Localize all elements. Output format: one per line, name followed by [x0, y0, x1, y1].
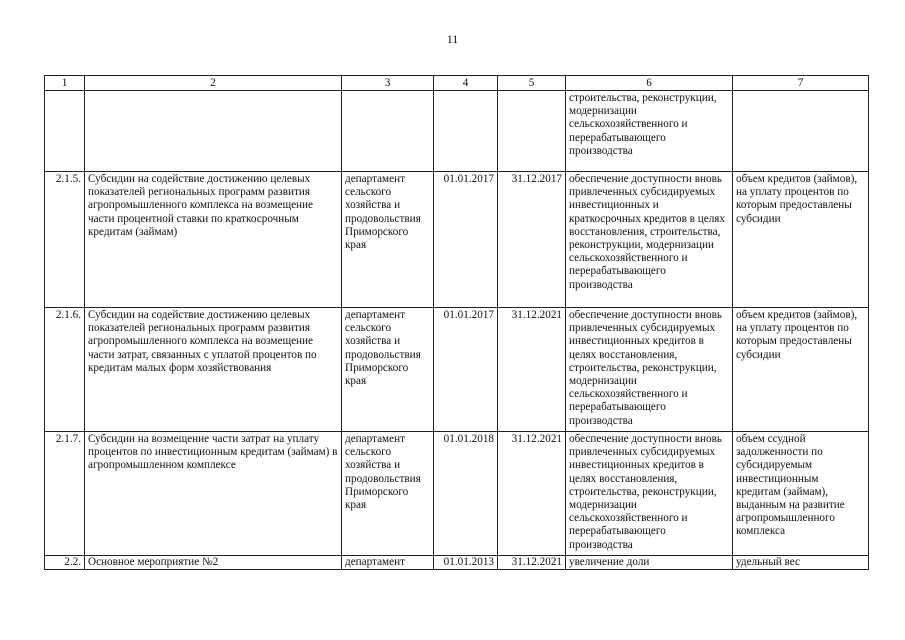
executor [342, 91, 434, 172]
indicator: объем ссудной задолженности по субсидируемым инвестиционным кредитам (займам), выданным на развитие агропромышленного комплекса [733, 432, 869, 556]
expected-result: обеспечение доступности вновь привлеченных субсидируемых инвестиционных кредитов в целях восстановления, строительства, реконструкции, модернизации сельскохозяйственного и перерабатывающего производства [566, 308, 733, 432]
indicator: объем кредитов (займов), на уплату процентов по которым предоставлены субсидии [733, 308, 869, 432]
end-date: 31.12.2021 [498, 432, 566, 556]
column-header: 7 [733, 76, 869, 91]
indicator: объем кредитов (займов), на уплату процентов по которым предоставлены субсидии [733, 172, 869, 308]
column-header: 6 [566, 76, 733, 91]
item-number: 2.1.5. [45, 172, 85, 308]
end-date: 31.12.2021 [498, 308, 566, 432]
activity-name: Субсидии на содействие достижению целевых показателей региональных программ развития агропромышленного комплекса на возмещение части затрат, связанных с уплатой процентов по кредитам малых форм хозяйствования [85, 308, 342, 432]
start-date: 01.01.2013 [434, 556, 498, 570]
item-number [45, 91, 85, 172]
column-header: 5 [498, 76, 566, 91]
header-row [45, 76, 869, 91]
expected-result: увеличение доли [566, 556, 733, 570]
table-row [45, 308, 869, 432]
start-date: 01.01.2018 [434, 432, 498, 556]
indicator: удельный вес [733, 556, 869, 570]
column-header: 4 [434, 76, 498, 91]
indicator [733, 91, 869, 172]
expected-result: обеспечение доступности вновь привлеченных субсидируемых инвестиционных и краткосрочных кредитов в целях восстановления, строительства, реконструкции, модернизации сельскохозяйственного и перерабатывающего производства [566, 172, 733, 308]
activity-name: Основное мероприятие №2 [85, 556, 342, 570]
start-date [434, 91, 498, 172]
expected-result: обеспечение доступности вновь привлеченных субсидируемых инвестиционных кредитов в целях восстановления, строительства, реконструкции, модернизации сельскохозяйственного и перерабатывающего производства [566, 432, 733, 556]
table-row [45, 172, 869, 308]
executor: департамент [342, 556, 434, 570]
column-header: 1 [45, 76, 85, 91]
page-number: 11 [446, 32, 459, 46]
column-header: 3 [342, 76, 434, 91]
expected-result: строительства, реконструкции, модернизации сельскохозяйственного и перерабатывающего производства [566, 91, 733, 172]
column-header: 2 [85, 76, 342, 91]
activity-name: Субсидии на содействие достижению целевых показателей региональных программ развития агропромышленного комплекса на возмещение части процентной ставки по краткосрочным кредитам (займам) [85, 172, 342, 308]
table-row [45, 91, 869, 172]
table-row [45, 556, 869, 570]
executor: департамент сельского хозяйства и продовольствия Приморского края [342, 308, 434, 432]
end-date [498, 91, 566, 172]
activity-name: Субсидии на возмещение части затрат на уплату процентов по инвестиционным кредитам (займам) в агропромышленном комплексе [85, 432, 342, 556]
item-number: 2.1.7. [45, 432, 85, 556]
end-date: 31.12.2017 [498, 172, 566, 308]
executor: департамент сельского хозяйства и продовольствия Приморского края [342, 432, 434, 556]
end-date: 31.12.2021 [498, 556, 566, 570]
start-date: 01.01.2017 [434, 172, 498, 308]
program-activities-table [44, 75, 869, 570]
start-date: 01.01.2017 [434, 308, 498, 432]
table-row [45, 432, 869, 556]
activity-name [85, 91, 342, 172]
item-number: 2.2. [45, 556, 85, 570]
item-number: 2.1.6. [45, 308, 85, 432]
executor: департамент сельского хозяйства и продовольствия Приморского края [342, 172, 434, 308]
